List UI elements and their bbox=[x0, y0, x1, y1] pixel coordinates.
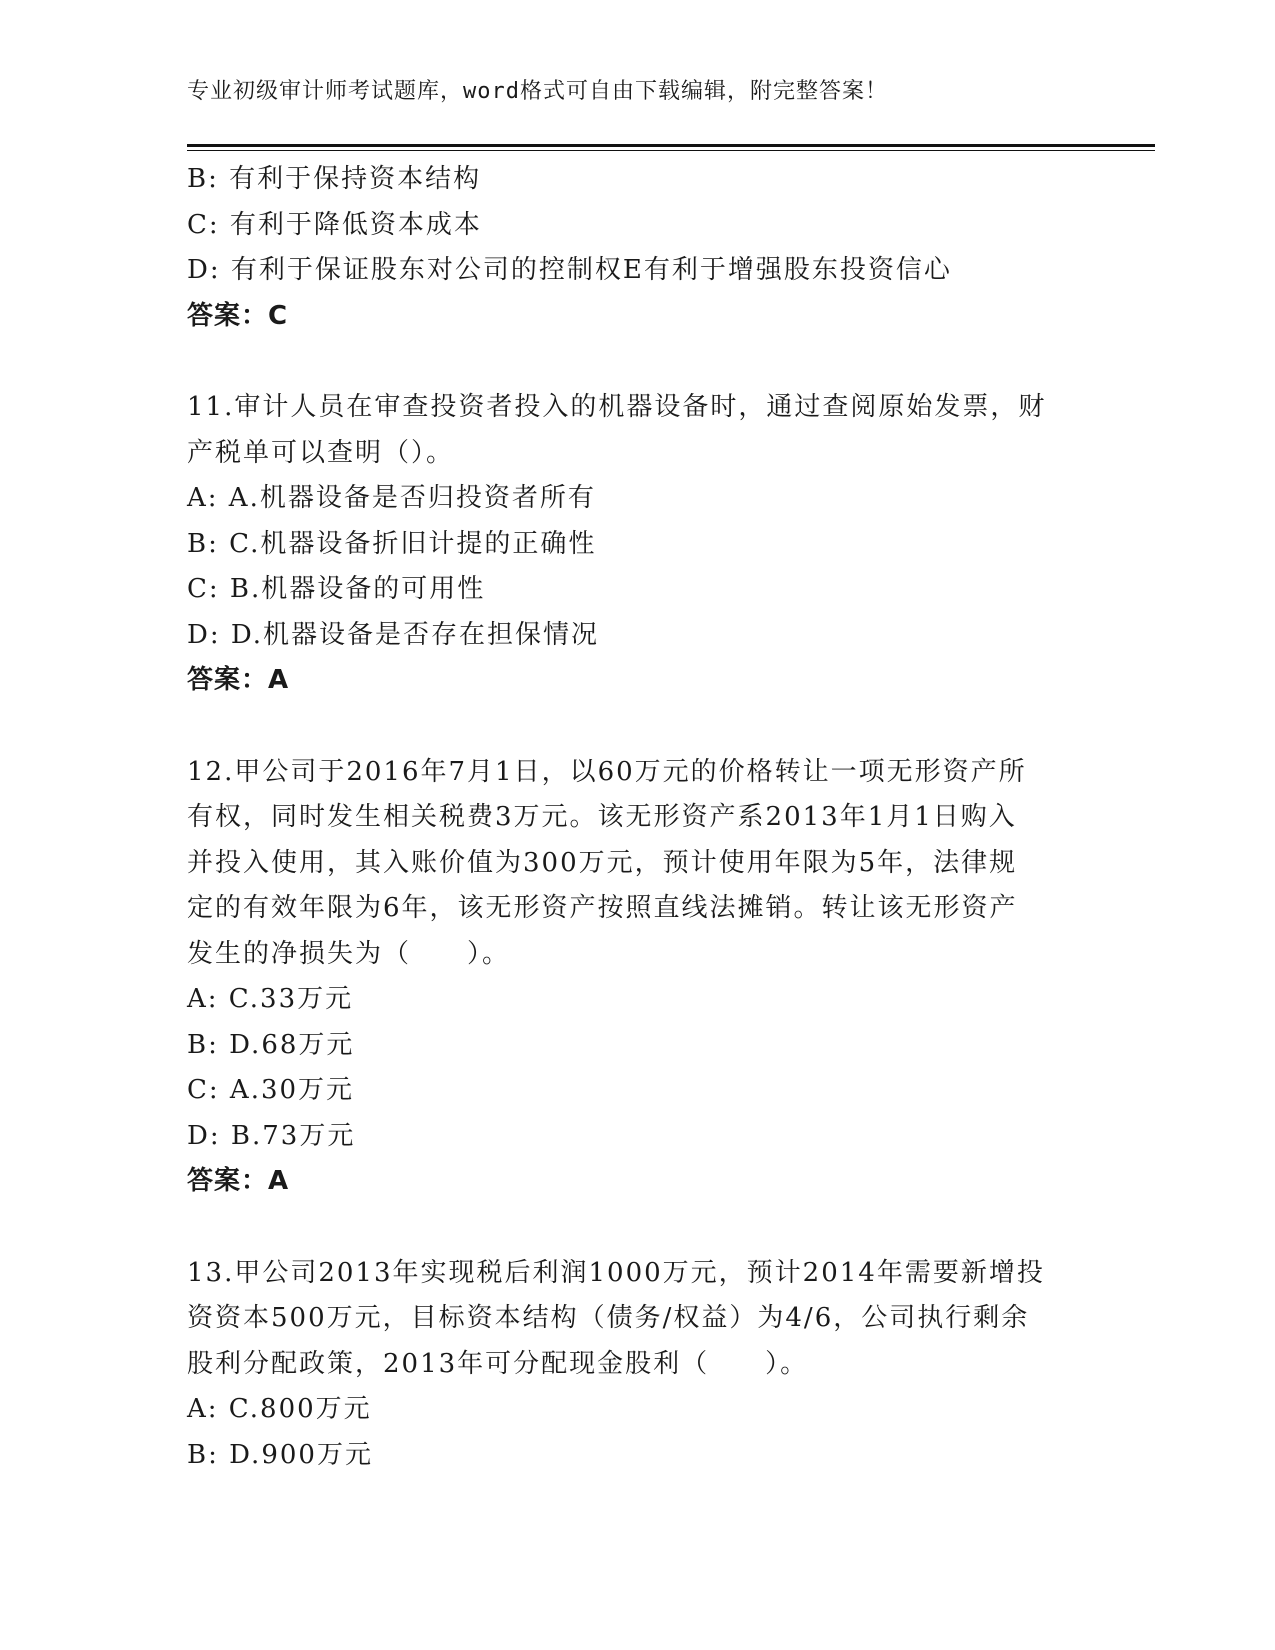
question-stem-line: 11.审计人员在审查投资者投入的机器设备时，通过查阅原始发票，财 bbox=[187, 392, 1047, 422]
question-stem-line: 股利分配政策，2013年可分配现金股利（ ）。 bbox=[187, 1348, 809, 1379]
option-b: B: 有利于保持资本结构 bbox=[187, 164, 482, 194]
question-stem-line: 13.甲公司2013年实现税后利润1000万元，预计2014年需要新增投 bbox=[187, 1257, 1045, 1288]
option-a: A: A.机器设备是否归投资者所有 bbox=[187, 483, 596, 513]
question-13 bbox=[187, 1251, 1087, 1479]
question-10-continued bbox=[187, 157, 1087, 339]
question-stem-line: 有权，同时发生相关税费3万元。该无形资产系2013年1月1日购入 bbox=[187, 802, 1017, 832]
question-stem-line: 并投入使用，其入账价值为300万元，预计使用年限为5年，法律规 bbox=[187, 847, 1018, 878]
answer-label: 答案：A bbox=[187, 1166, 290, 1196]
option-a: A: C.800万元 bbox=[187, 1394, 372, 1424]
option-d: D: B.73万元 bbox=[187, 1120, 356, 1151]
option-c: C: A.30万元 bbox=[187, 1075, 355, 1105]
spacer bbox=[187, 1205, 1087, 1251]
question-11 bbox=[187, 385, 1087, 704]
answer-label: 答案：A bbox=[187, 665, 290, 695]
question-stem-line: 12.甲公司于2016年7月1日，以60万元的价格转让一项无形资产所 bbox=[187, 756, 1027, 787]
question-stem-line: 资资本500万元，目标资本结构（债务/权益）为4/6，公司执行剩余 bbox=[187, 1303, 1030, 1333]
option-b: B: C.机器设备折旧计提的正确性 bbox=[187, 528, 597, 559]
question-stem-line: 定的有效年限为6年，该无形资产按照直线法摊销。转让该无形资产 bbox=[187, 893, 1018, 923]
spacer bbox=[187, 339, 1087, 385]
option-d: D: D.机器设备是否存在担保情况 bbox=[187, 619, 600, 650]
option-b: B: D.68万元 bbox=[187, 1029, 355, 1060]
option-d: D: 有利于保证股东对公司的控制权E有利于增强股东投资信心 bbox=[187, 255, 952, 285]
spacer bbox=[187, 704, 1087, 750]
answer-label: 答案：C bbox=[187, 300, 289, 331]
option-c: C: B.机器设备的可用性 bbox=[187, 574, 486, 604]
option-b: B: D.900万元 bbox=[187, 1439, 373, 1470]
option-c: C: 有利于降低资本成本 bbox=[187, 209, 482, 240]
document-body bbox=[187, 157, 1087, 1478]
header-divider-thin bbox=[187, 150, 1155, 151]
option-a: A: C.33万元 bbox=[187, 984, 354, 1014]
question-stem-line: 发生的净损失为（ ）。 bbox=[187, 938, 511, 969]
question-12 bbox=[187, 750, 1087, 1205]
page-header: 专业初级审计师考试题库，word格式可自由下载编辑，附完整答案！ bbox=[187, 79, 888, 104]
question-stem-line: 产税单可以查明（）。 bbox=[187, 437, 455, 468]
header-divider-thick bbox=[187, 144, 1155, 147]
